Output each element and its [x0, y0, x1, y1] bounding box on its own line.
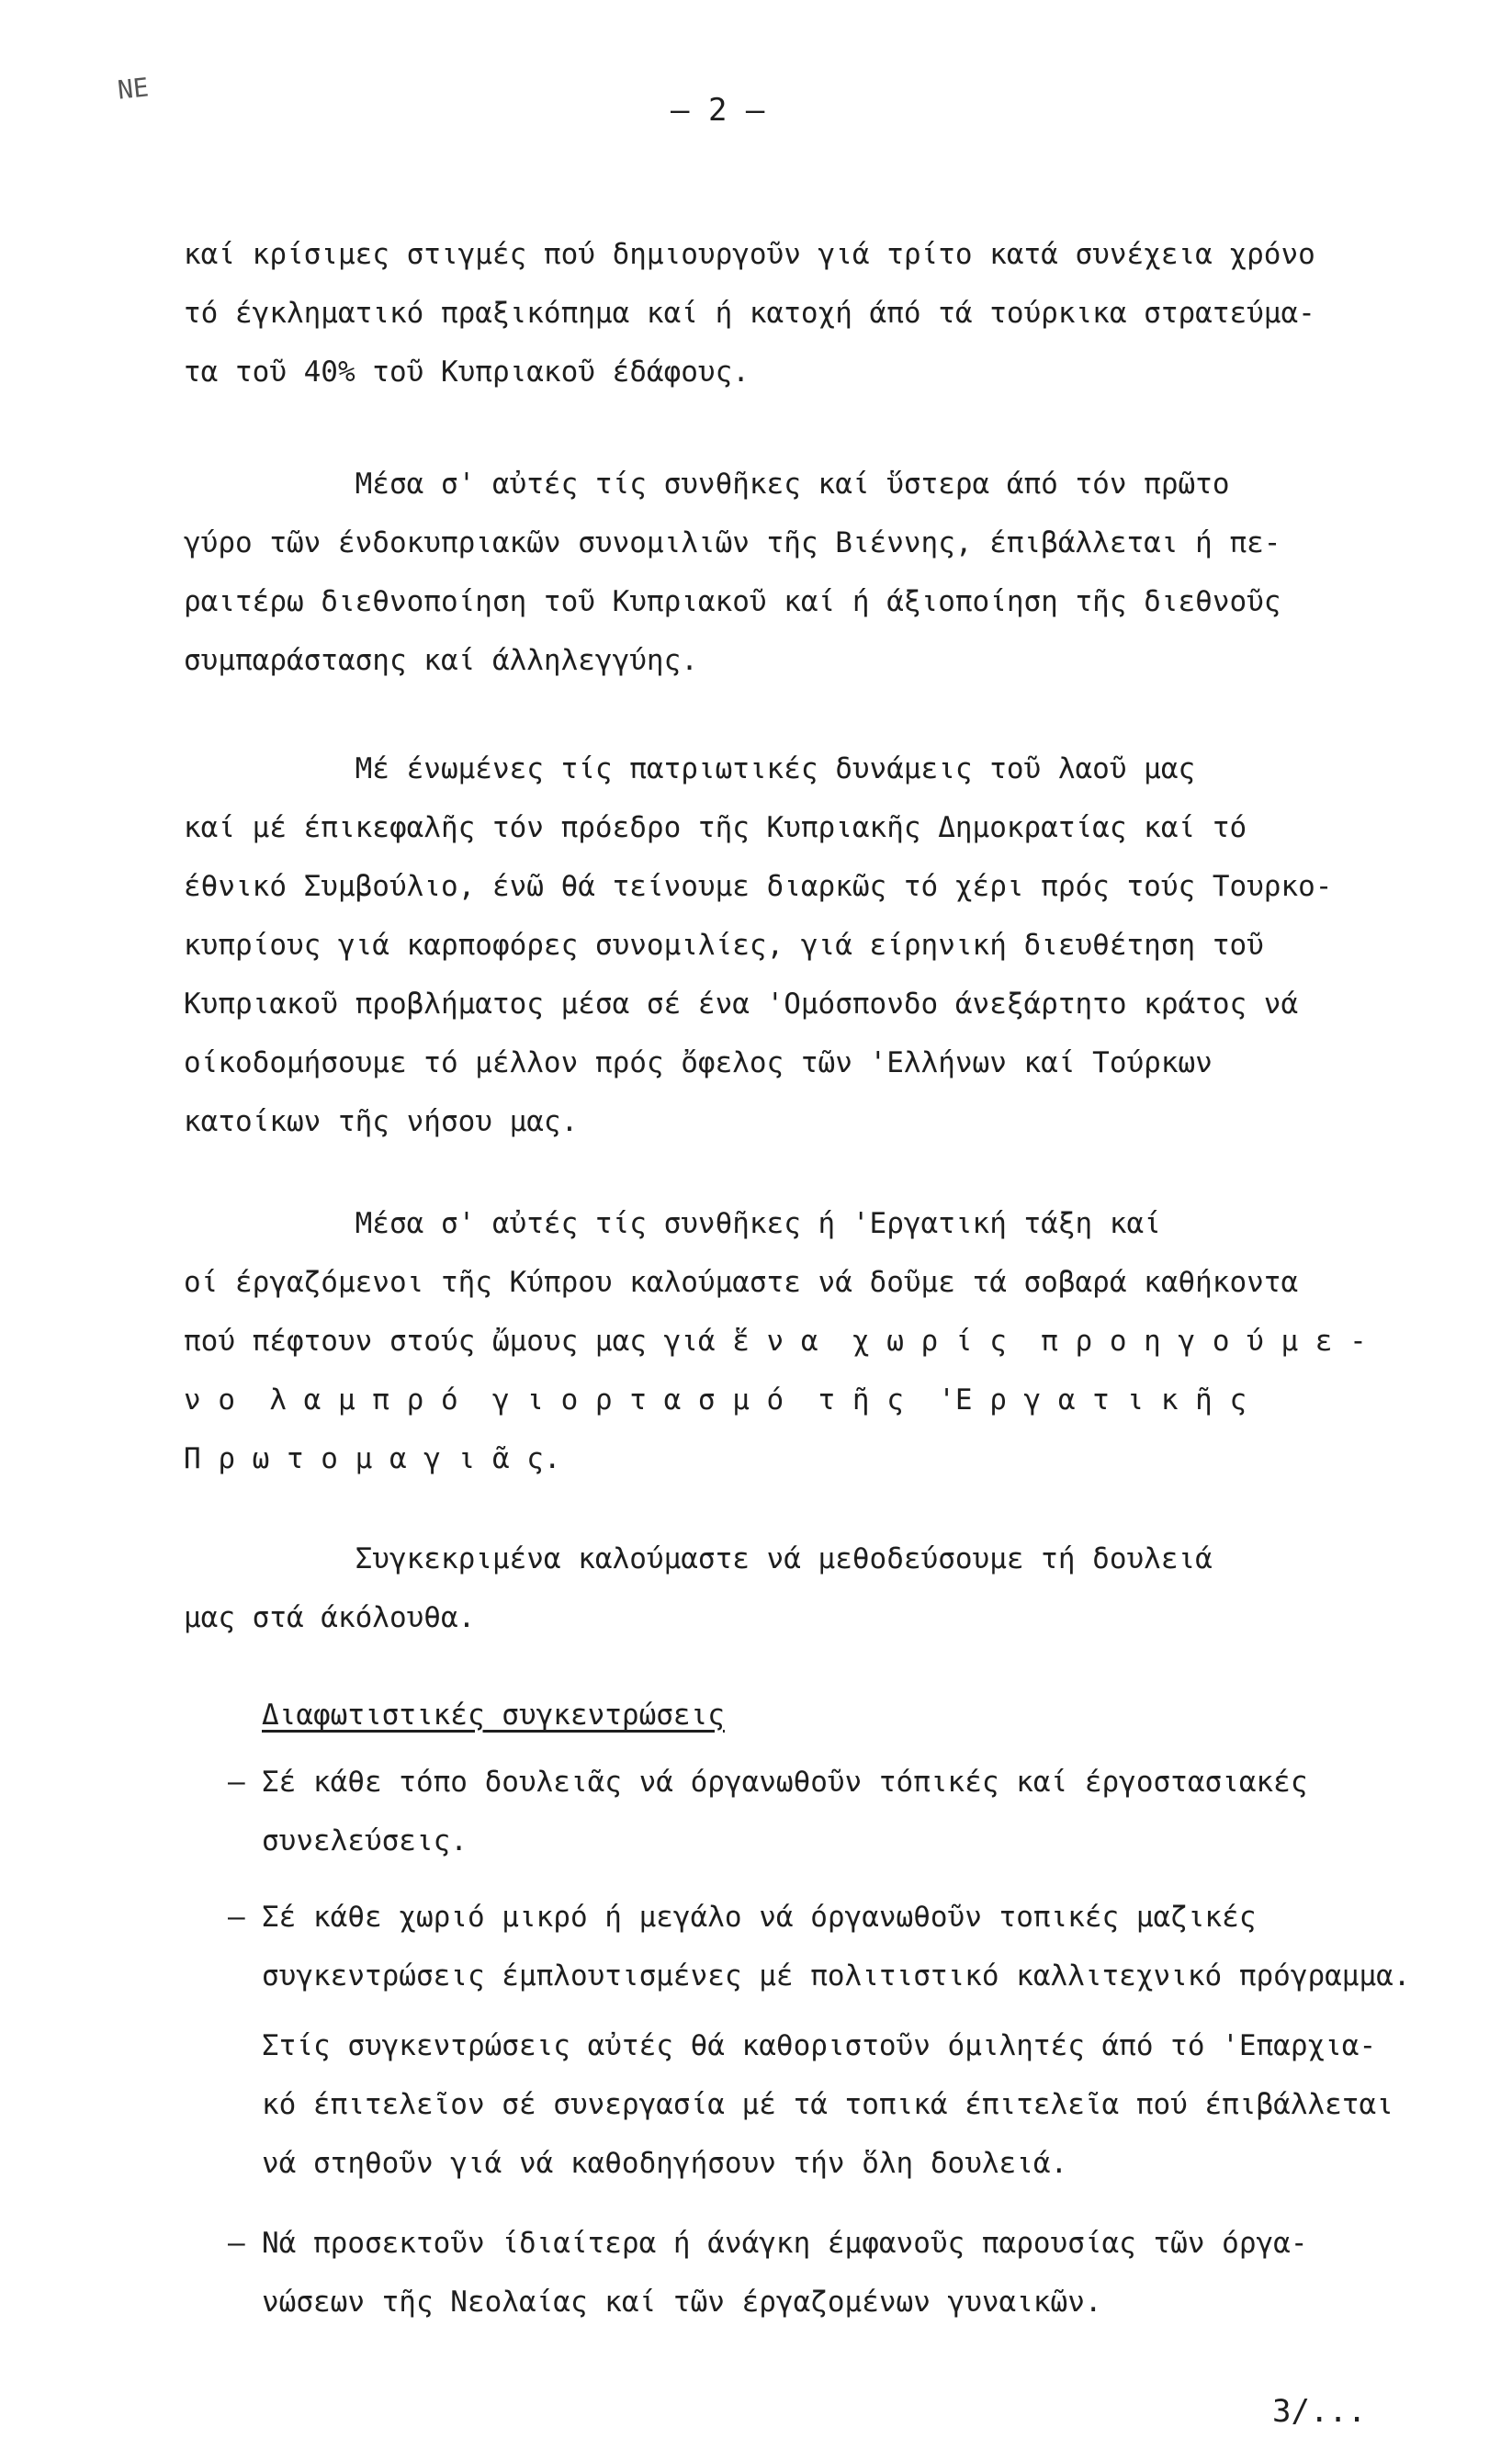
text-line: Συγκεκριμένα καλούμαστε νά μεθοδεύσουμε τή δουλειά [184, 1542, 1213, 1575]
text-line: Στίς συγκεντρώσεις αὐτές θά καθοριστοῦν όμιλητές άπό τό 'Επαρχια- [262, 2029, 1377, 2062]
continuation-mark: 3/... [1272, 2393, 1367, 2430]
text-line: κυπρίους γιά καρποφόρες συνομιλίες, γιά είρηνική διευθέτηση τοῦ [184, 929, 1264, 962]
paragraph-2 [184, 455, 1442, 690]
text-line: Κυπριακοῦ προβλήματος μέσα σέ ένα 'Ομόσπονδο άνεξάρτητο κράτος νά [184, 988, 1299, 1021]
text-line: πού πέφτουν στούς ὤμους μας γιά ἕ ν α χ ω ρ ί ς π ρ ο η γ ο ύ μ ε - [184, 1325, 1367, 1358]
text-line: ν ο λ α μ π ρ ό γ ι ο ρ τ α σ μ ό τ ῆ ς 'Ε ρ γ α τ ι κ ῆ ς [184, 1383, 1247, 1417]
text-line: τό έγκληματικό πραξικόπημα καί ή κατοχή άπό τά τούρκικα στρατεύμα- [184, 297, 1315, 330]
text-line: Μέσα σ' αὐτές τίς συνθῆκες ή 'Εργατική τάξη καί [184, 1207, 1161, 1240]
text-line: τα τοῦ 40% τοῦ Κυπριακοῦ έδάφους. [184, 356, 750, 389]
text-line: καί κρίσιμες στιγμές πού δημιουργοῦν γιά τρίτο κατά συνέχεια χρόνο [184, 238, 1315, 271]
paragraph-3 [184, 740, 1442, 1151]
text-line: καί μέ έπικεφαλῆς τόν πρόεδρο τῆς Κυπριακῆς Δημοκρατίας καί τό [184, 811, 1247, 844]
page-number: – 2 – [671, 92, 765, 129]
text-line: Σέ κάθε χωριό μικρό ή μεγάλο νά όργανωθοῦν τοπικές μαζικές [262, 1901, 1257, 1934]
paragraph-1 [184, 225, 1442, 401]
text-line: γύρο τῶν ένδοκυπριακῶν συνομιλιῶν τῆς Βιέννης, έπιβάλλεται ή πε- [184, 526, 1281, 559]
paragraph-4 [184, 1194, 1442, 1488]
bullet-item-2 [262, 1888, 1474, 2193]
corner-mark: ΝΕ [116, 72, 151, 106]
text-line: συγκεντρώσεις έμπλουτισμένες μέ πολιτιστικό καλλιτεχνικό πρόγραμμα. [262, 1959, 1411, 1993]
text-line: κό έπιτελεῖον σέ συνεργασία μέ τά τοπικά έπιτελεῖα πού έπιβάλλεται [262, 2088, 1394, 2121]
text-line: νά στηθοῦν γιά νά καθοδηγήσουν τήν ὅλη δουλειά. [262, 2147, 1068, 2180]
paragraph-5 [184, 1530, 1442, 1647]
text-line: Νά προσεκτοῦν ίδιαίτερα ή άνάγκη έμφανοῦς παρουσίας τῶν όργα- [262, 2227, 1308, 2260]
text-line: οίκοδομήσουμε τό μέλλον πρός ὄφελος τῶν 'Ελλήνων καί Τούρκων [184, 1046, 1213, 1079]
text-line: νώσεων τῆς Νεολαίας καί τῶν έργαζομένων γυναικῶν. [262, 2286, 1102, 2319]
text-line: συμπαράστασης καί άλληλεγγύης. [184, 644, 698, 677]
text-line: οί έργαζόμενοι τῆς Κύπρου καλούμαστε νά δοῦμε τά σοβαρά καθήκοντα [184, 1266, 1299, 1299]
bullet-item-1 [262, 1753, 1474, 1870]
text-line: Μέ ένωμένες τίς πατριωτικές δυνάμεις τοῦ λαοῦ μας [184, 752, 1196, 785]
text-line: συνελεύσεις. [262, 1824, 468, 1857]
text-line: ραιτέρω διεθνοποίηση τοῦ Κυπριακοῦ καί ή άξιοποίηση τῆς διεθνοῦς [184, 585, 1281, 618]
text-line: κατοίκων τῆς νήσου μας. [184, 1105, 579, 1138]
text-line: μας στά άκόλουθα. [184, 1601, 476, 1634]
bullet-dash: – [228, 2227, 245, 2260]
text-line: Π ρ ω τ ο μ α γ ι ᾶ ς. [184, 1442, 561, 1475]
heading-text: Διαφωτιστικές συγκεντρώσεις [262, 1699, 725, 1732]
text-line: Σέ κάθε τόπο δουλειᾶς νά όργανωθοῦν τόπικές καί έργοστασιακές [262, 1766, 1308, 1799]
spacer-line [262, 2005, 1474, 2016]
section-heading [262, 1686, 1512, 1744]
bullet-dash: – [228, 1901, 245, 1934]
text-line: Μέσα σ' αὐτές τίς συνθῆκες καί ὕστερα άπό τόν πρῶτο [184, 468, 1230, 501]
text-line: έθνικό Συμβούλιο, ένῶ θά τείνουμε διαρκῶς τό χέρι πρός τούς Τουρκο- [184, 870, 1333, 903]
bullet-item-3 [262, 2214, 1474, 2331]
bullet-dash: – [228, 1766, 245, 1799]
